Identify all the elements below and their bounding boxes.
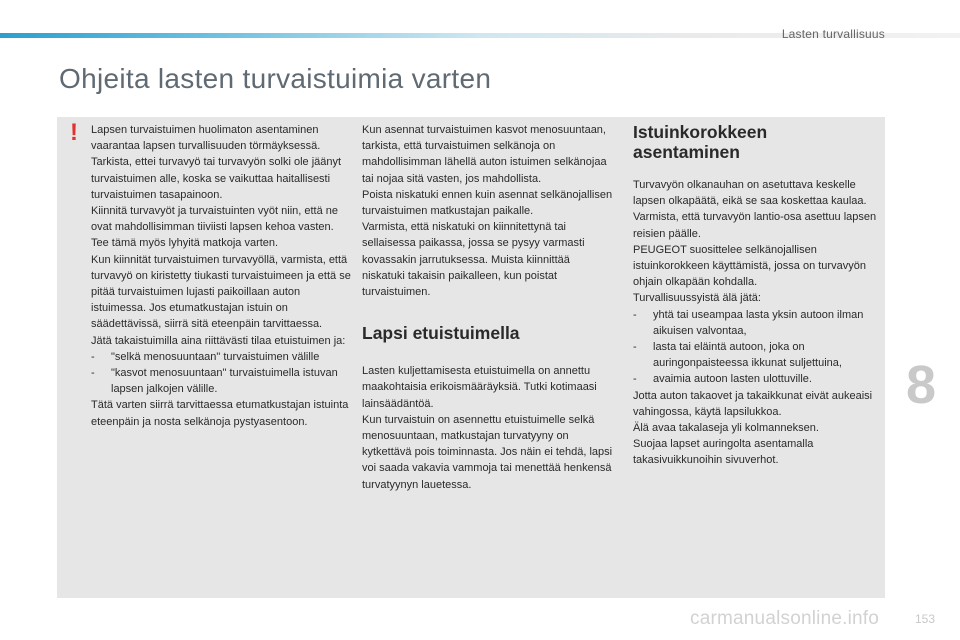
paragraph: PEUGEOT suosittelee selkänojallisen istuinkorokkeen käyttämistä, jossa on turvavyön ohjain olkapään kohdalla. bbox=[633, 243, 866, 289]
paragraph: Varmista, että niskatuki on kiinnitettynä tai sellaisessa paikassa, jossa se pysyy varmasti kovassakin jarrutuksessa. Muista kiinnittää niskatuki takaisin paikalleen, kun poistat turvaistuimen. bbox=[362, 221, 585, 299]
paragraph: Älä avaa takalaseja yli kolmanneksen. bbox=[633, 422, 819, 435]
chapter-number: 8 bbox=[906, 355, 937, 415]
heading-booster-seat: Istuinkorokkeen asentaminen bbox=[633, 122, 768, 162]
paragraph: Turvavyön olkanauhan on asetuttava keskelle lapsen olkapäätä, eikä se saa koskettaa kaulaa. bbox=[633, 179, 867, 208]
paragraph: Turvallisuussyistä älä jätä: bbox=[633, 292, 761, 305]
list-item: - yhtä tai useampaa lasta yksin autoon ilman aikuisen valvontaa, bbox=[633, 308, 864, 337]
middle-column bbox=[362, 122, 614, 493]
warning-column bbox=[91, 122, 351, 430]
paragraph: Jotta auton takaovet ja takaikkunat eivät aukeaisi vahingossa, käytä lapsilukkoa. bbox=[633, 389, 873, 418]
paragraph: Tätä varten siirrä tarvittaessa etumatkustajan istuinta eteenpäin ja nosta selkänoja pystyasentoon. bbox=[91, 399, 349, 428]
paragraph: Kun kiinnität turvaistuimen turvavyöllä, varmista, että turvavyö on kiristetty tiukasti turvaistuimeen ja että se pitää turvaistuimen lujasti paikoillaan auton istuimessa. Jos etumatkustajan istuin on säädettävissä, siirrä sitä eteenpäin tarvittaessa. bbox=[91, 253, 351, 331]
heading-front-seat: Lapsi etuistuimella bbox=[362, 323, 520, 344]
list-item: - "selkä menosuuntaan" turvaistuimen välille bbox=[91, 350, 320, 363]
paragraph: Jätä takaistuimilla aina riittävästi tilaa etuistuimen ja: bbox=[91, 334, 346, 347]
paragraph: Kiinnitä turvavyöt ja turvaistuinten vyöt niin, että ne ovat mahdollisimman tiiviisti lapsen kehoa vasten. Tee tämä myös lyhyitä matkoja varten. bbox=[91, 205, 339, 250]
right-column bbox=[633, 122, 878, 469]
paragraph: Poista niskatuki ennen kuin asennat selkänojallisen turvaistuimen matkustajan paikalle. bbox=[362, 188, 613, 218]
watermark: carmanualsonline.info bbox=[690, 608, 880, 629]
paragraph: Varmista, että turvavyön lantio-osa asettuu lapsen reisien päälle. bbox=[633, 211, 877, 240]
paragraph: Tarkista, ettei turvavyö tai turvavyön solki ole jäänyt turvaistuimen alle, koska se vaikuttaa haitallisesti turvaistuimen tasapainoon. bbox=[91, 156, 342, 201]
list-item: - lasta tai eläintä autoon, joka on auringonpaisteessa ikkunat suljettuina, bbox=[633, 341, 842, 370]
paragraph: Lasten kuljettamisesta etuistuimella on annettu maakohtaisia erikoismääräyksiä. Tutki kotimaasi lainsäädäntöä. bbox=[362, 365, 597, 410]
paragraph: Lapsen turvaistuimen huolimaton asentaminen vaarantaa lapsen turvallisuuden törmäyksessä. bbox=[91, 124, 321, 153]
paragraph: Kun asennat turvaistuimen kasvot menosuuntaan, tarkista, että turvaistuimen selkänoja on mahdollisimman lähellä auton istuimen selkänojaa tai nojaa sitä vasten, jos mahdollista. bbox=[362, 124, 607, 185]
page-number: 153 bbox=[915, 612, 936, 626]
page-title: Ohjeita lasten turvaistuimia varten bbox=[59, 63, 492, 94]
list-item: - avaimia autoon lasten ulottuville. bbox=[633, 373, 812, 386]
paragraph: Kun turvaistuin on asennettu etuistuimelle selkä menosuuntaan, matkustajan turvatyyny on kytkettävä pois toiminnasta. Jos näin ei tehdä, lapsi voi saada vakavia vammoja tai menettää henkensä turvatyynyn lauetessa. bbox=[362, 413, 613, 491]
warning-icon: ! bbox=[70, 119, 78, 146]
paragraph: Suojaa lapset auringolta asentamalla takasivuikkunoihin sivuverhot. bbox=[633, 438, 814, 467]
list-item: - "kasvot menosuuntaan" turvaistuimella istuvan lapsen jalkojen välille. bbox=[91, 367, 338, 396]
section-title: Lasten turvallisuus bbox=[781, 27, 885, 41]
